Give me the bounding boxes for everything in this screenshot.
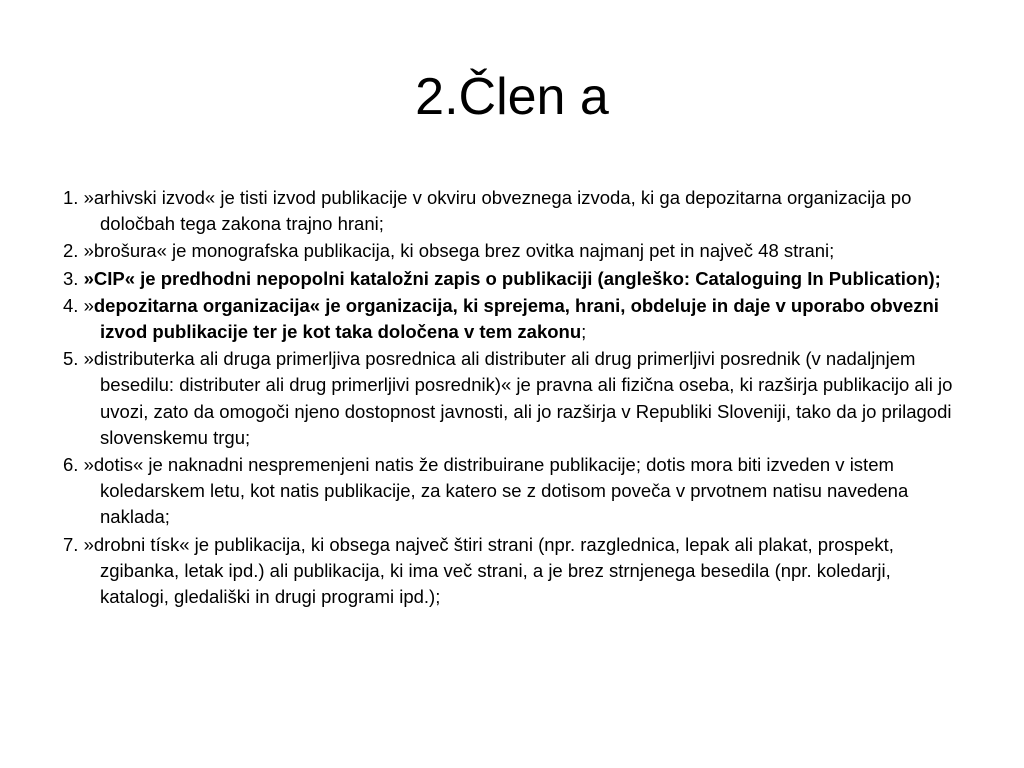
item-number: 1. [63,187,79,208]
list-item-7 [63,532,963,611]
item-number: 4. [63,294,79,316]
list-item-3 [63,266,963,292]
list-item-6 [63,452,963,531]
item-number: 2. [63,240,79,262]
item-number: 6. [63,454,79,476]
list-item-5 [63,346,963,451]
item-text-suffix: ; [581,321,587,343]
item-text: »dotis« je naknadni nespremenjeni natis že distribuirane publikacije; dotis mora biti izveden v istem koledarskem letu, kot natis publikacije, za katero se z dotisom poveča v prvotnem natisu navedena naklada; [83,454,909,528]
item-number: 7. [63,533,79,555]
item-number: 5. [63,348,79,370]
item-text-bold: »CIP« je predhodni nepopolni kataložni zapis o publikaciji (angleško: Cataloguing In Publication); [83,267,941,289]
list-item-4 [63,293,963,345]
item-text: »arhivski izvod« je tisti izvod publikacije v okviru obveznega izvoda, ki ga depozitarna organizacija po določbah tega zakona trajno hrani; [83,187,912,235]
item-number: 3. [63,267,79,289]
item-text-prefix: » [83,294,94,316]
item-text-bold: depozitarna organizacija« je organizacija, ki sprejema, hrani, obdeluje in daje v uporabo obvezni izvod publikacije ter je kot taka določena v tem zakonu [93,294,939,343]
item-text: »brošura« je monografska publikacija, ki obsega brez ovitka najmanj pet in največ 48 strani; [83,240,835,262]
item-text: »drobni tísk« je publikacija, ki obsega največ štiri strani (npr. razglednica, lepak ali plakat, prospekt, zgibanka, letak ipd.) ali publikacija, ki ima več strani, a je brez strnjenega besedila (npr. koledarji, katalogi, gledališki in drugi programi ipd.); [83,533,894,608]
definition-list [63,185,963,611]
list-item-1 [63,185,963,237]
list-item-2 [63,238,963,264]
slide-title: 2.Člen a [415,68,609,126]
item-text: »distributerka ali druga primerljiva posrednica ali distributer ali drug primerljivi posrednik (v nadaljnjem besedilu: distributer ali drug primerljivi posrednik)« je pravna ali fizična oseba, ki razširja publikacijo ali jo uvozi, zato da omogoči njeno dostopnost javnosti, ali jo razširja v Republiki Sloveniji, tako da jo prilagodi slovenskemu trgu; [83,348,953,448]
